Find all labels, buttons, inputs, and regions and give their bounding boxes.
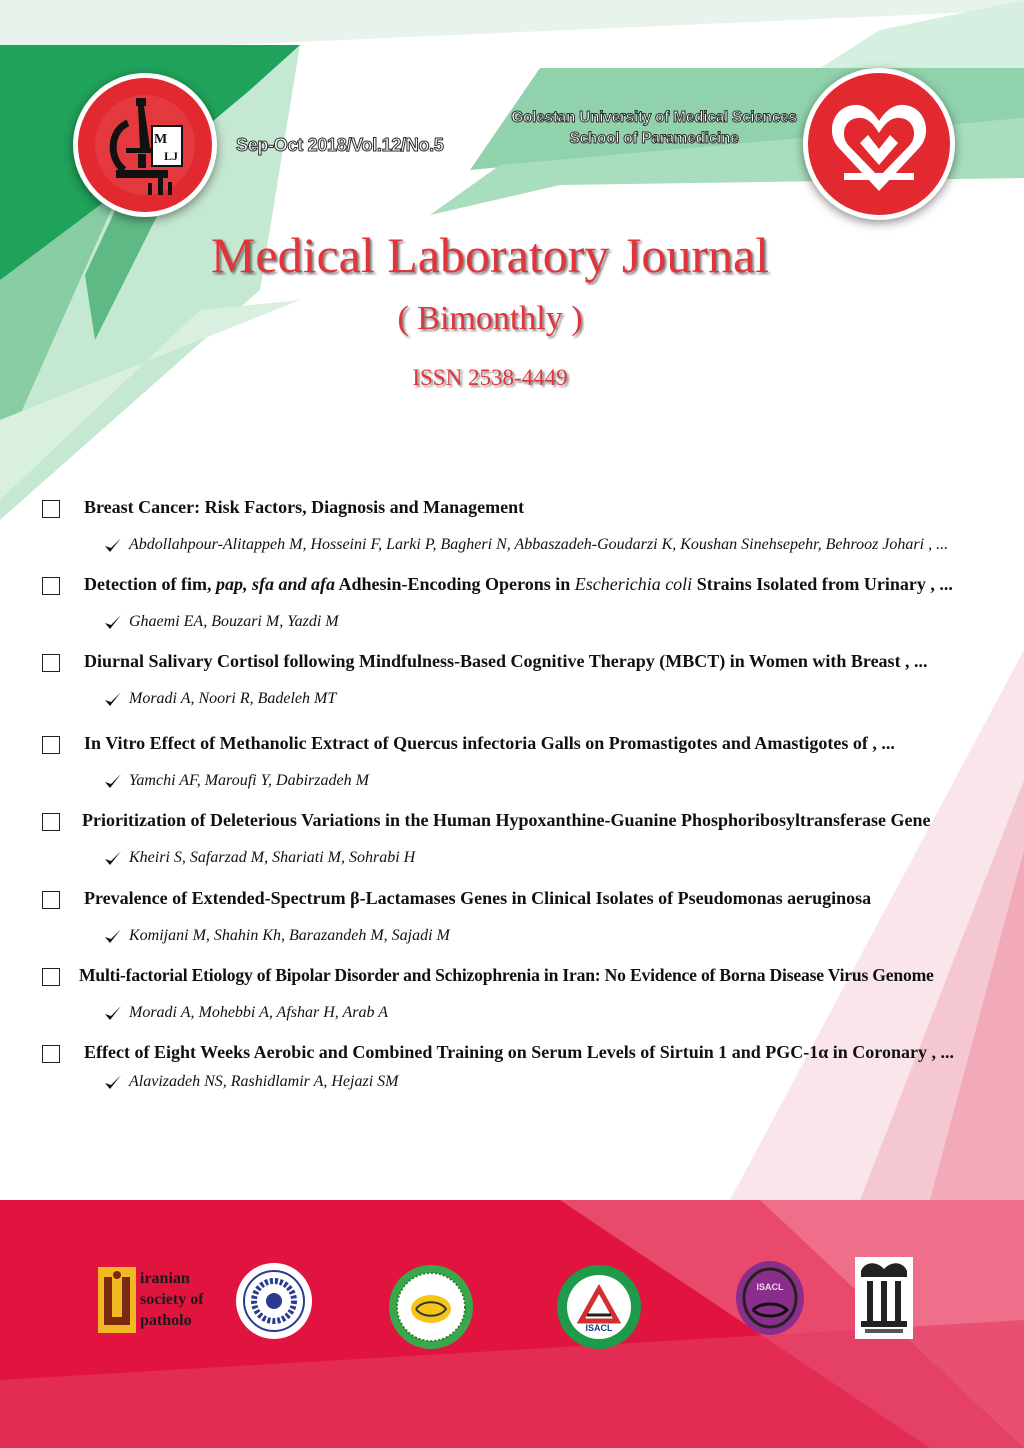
- isacl-emblem-icon: [557, 1265, 641, 1349]
- lab-scientists-society-logo: [735, 1260, 805, 1338]
- golestan-university-logo: [803, 68, 955, 220]
- article-authors: Moradi A, Noori R, Badeleh MT: [129, 690, 337, 707]
- biochemistry-emblem-icon: [388, 1264, 474, 1350]
- checkmark-icon: [103, 689, 123, 709]
- checkbox-icon: [42, 654, 60, 672]
- article-entry: [0, 881, 1024, 959]
- checkmark-icon: [103, 612, 123, 632]
- checkmark-icon: [103, 771, 123, 791]
- article-title: Detection of fim, pap, sfa and afa Adhesin-Encoding Operons in Escherichia coli Strains Isolated from Urinary , ...: [84, 574, 953, 594]
- pathology-emblem-icon: [98, 1267, 136, 1333]
- article-entry: [0, 490, 1024, 568]
- university-name: Golestan University of Medical Sciences: [511, 109, 797, 126]
- checkbox-icon: [42, 500, 60, 518]
- svg-text:ISACL: ISACL: [756, 1282, 784, 1292]
- checkbox-icon: [42, 891, 60, 909]
- checkmark-icon: [103, 1072, 123, 1092]
- article-title: Prioritization of Deleterious Variations in the Human Hypoxanthine-Guanine Phosphoribosyltransferase Gene: [82, 810, 931, 830]
- svg-text:LJ: LJ: [164, 149, 179, 163]
- golestan-monument-logo: [855, 1257, 913, 1339]
- checkbox-icon: [42, 736, 60, 754]
- article-authors: Ghaemi EA, Bouzari M, Yazdi M: [129, 613, 339, 630]
- isacl-logo: [557, 1265, 641, 1349]
- article-title: In Vitro Effect of Methanolic Extract of Quercus infectoria Galls on Promastigotes and Amastigotes of , ...: [84, 733, 895, 753]
- mlj-logo: [73, 73, 217, 217]
- parasitology-emblem-icon: [235, 1262, 313, 1340]
- footer-logo-band: [0, 1200, 1024, 1448]
- article-entry: [0, 726, 1024, 804]
- article-title: Prevalence of Extended-Spectrum β-Lactamases Genes in Clinical Isolates of Pseudomonas aeruginosa: [84, 888, 872, 908]
- parasitology-society-logo: [235, 1262, 313, 1340]
- article-entry: [0, 958, 1024, 1036]
- journal-title: Medical Laboratory Journal: [210, 227, 770, 283]
- checkbox-icon: [42, 577, 60, 595]
- article-entry: [0, 1035, 1024, 1113]
- heart-emblem-icon: [808, 73, 950, 215]
- issue-info: Sep-Oct 2018/Vol.12/No.5: [236, 135, 444, 155]
- article-authors: Kheiri S, Safarzad M, Shariati M, Sohrabi H: [129, 849, 416, 866]
- article-entry: [0, 644, 1024, 722]
- article-title: Multi-factorial Etiology of Bipolar Disorder and Schizophrenia in Iran: No Evidence of Borna Disease Virus Genome: [79, 965, 934, 985]
- article-authors: Yamchi AF, Maroufi Y, Dabirzadeh M: [129, 772, 369, 789]
- article-entry: [0, 567, 1024, 645]
- biochemistry-society-logo: [388, 1264, 474, 1350]
- article-title: Breast Cancer: Risk Factors, Diagnosis and Management: [84, 497, 525, 517]
- article-authors: Moradi A, Mohebbi A, Afshar H, Arab A: [129, 1004, 388, 1021]
- svg-text:M: M: [154, 132, 168, 147]
- pathology-society-logo: iranian society of patholo: [98, 1263, 218, 1335]
- school-name: School of Paramedicine: [569, 130, 739, 147]
- journal-issn: ISSN 2538-4449: [412, 365, 568, 390]
- svg-text:ISACL: ISACL: [585, 1323, 613, 1333]
- article-authors: Alavizadeh NS, Rashidlamir A, Hejazi SM: [129, 1073, 399, 1090]
- checkbox-icon: [42, 968, 60, 986]
- article-entry: [0, 803, 1024, 881]
- article-authors: Komijani M, Shahin Kh, Barazandeh M, Sajadi M: [129, 927, 450, 944]
- checkmark-icon: [103, 926, 123, 946]
- article-title: Effect of Eight Weeks Aerobic and Combined Training on Serum Levels of Sirtuin 1 and PGC-1α in Coronary , ...: [84, 1042, 954, 1062]
- microscope-icon: [78, 78, 212, 212]
- checkmark-icon: [103, 1003, 123, 1023]
- checkmark-icon: [103, 848, 123, 868]
- checkbox-icon: [42, 1045, 60, 1063]
- lab-society-emblem-icon: [735, 1260, 805, 1338]
- monument-emblem-icon: [855, 1257, 913, 1339]
- checkmark-icon: [103, 535, 123, 555]
- article-authors: Abdollahpour-Alitappeh M, Hosseini F, Larki P, Bagheri N, Abbaszadeh-Goudarzi K, Koushan Sinehsepehr, Behrooz Johari , ...: [129, 536, 949, 553]
- journal-frequency: ( Bimonthly ): [397, 300, 583, 337]
- article-title: Diurnal Salivary Cortisol following Mindfulness-Based Cognitive Therapy (MBCT) in Women with Breast , ...: [84, 651, 928, 671]
- checkbox-icon: [42, 813, 60, 831]
